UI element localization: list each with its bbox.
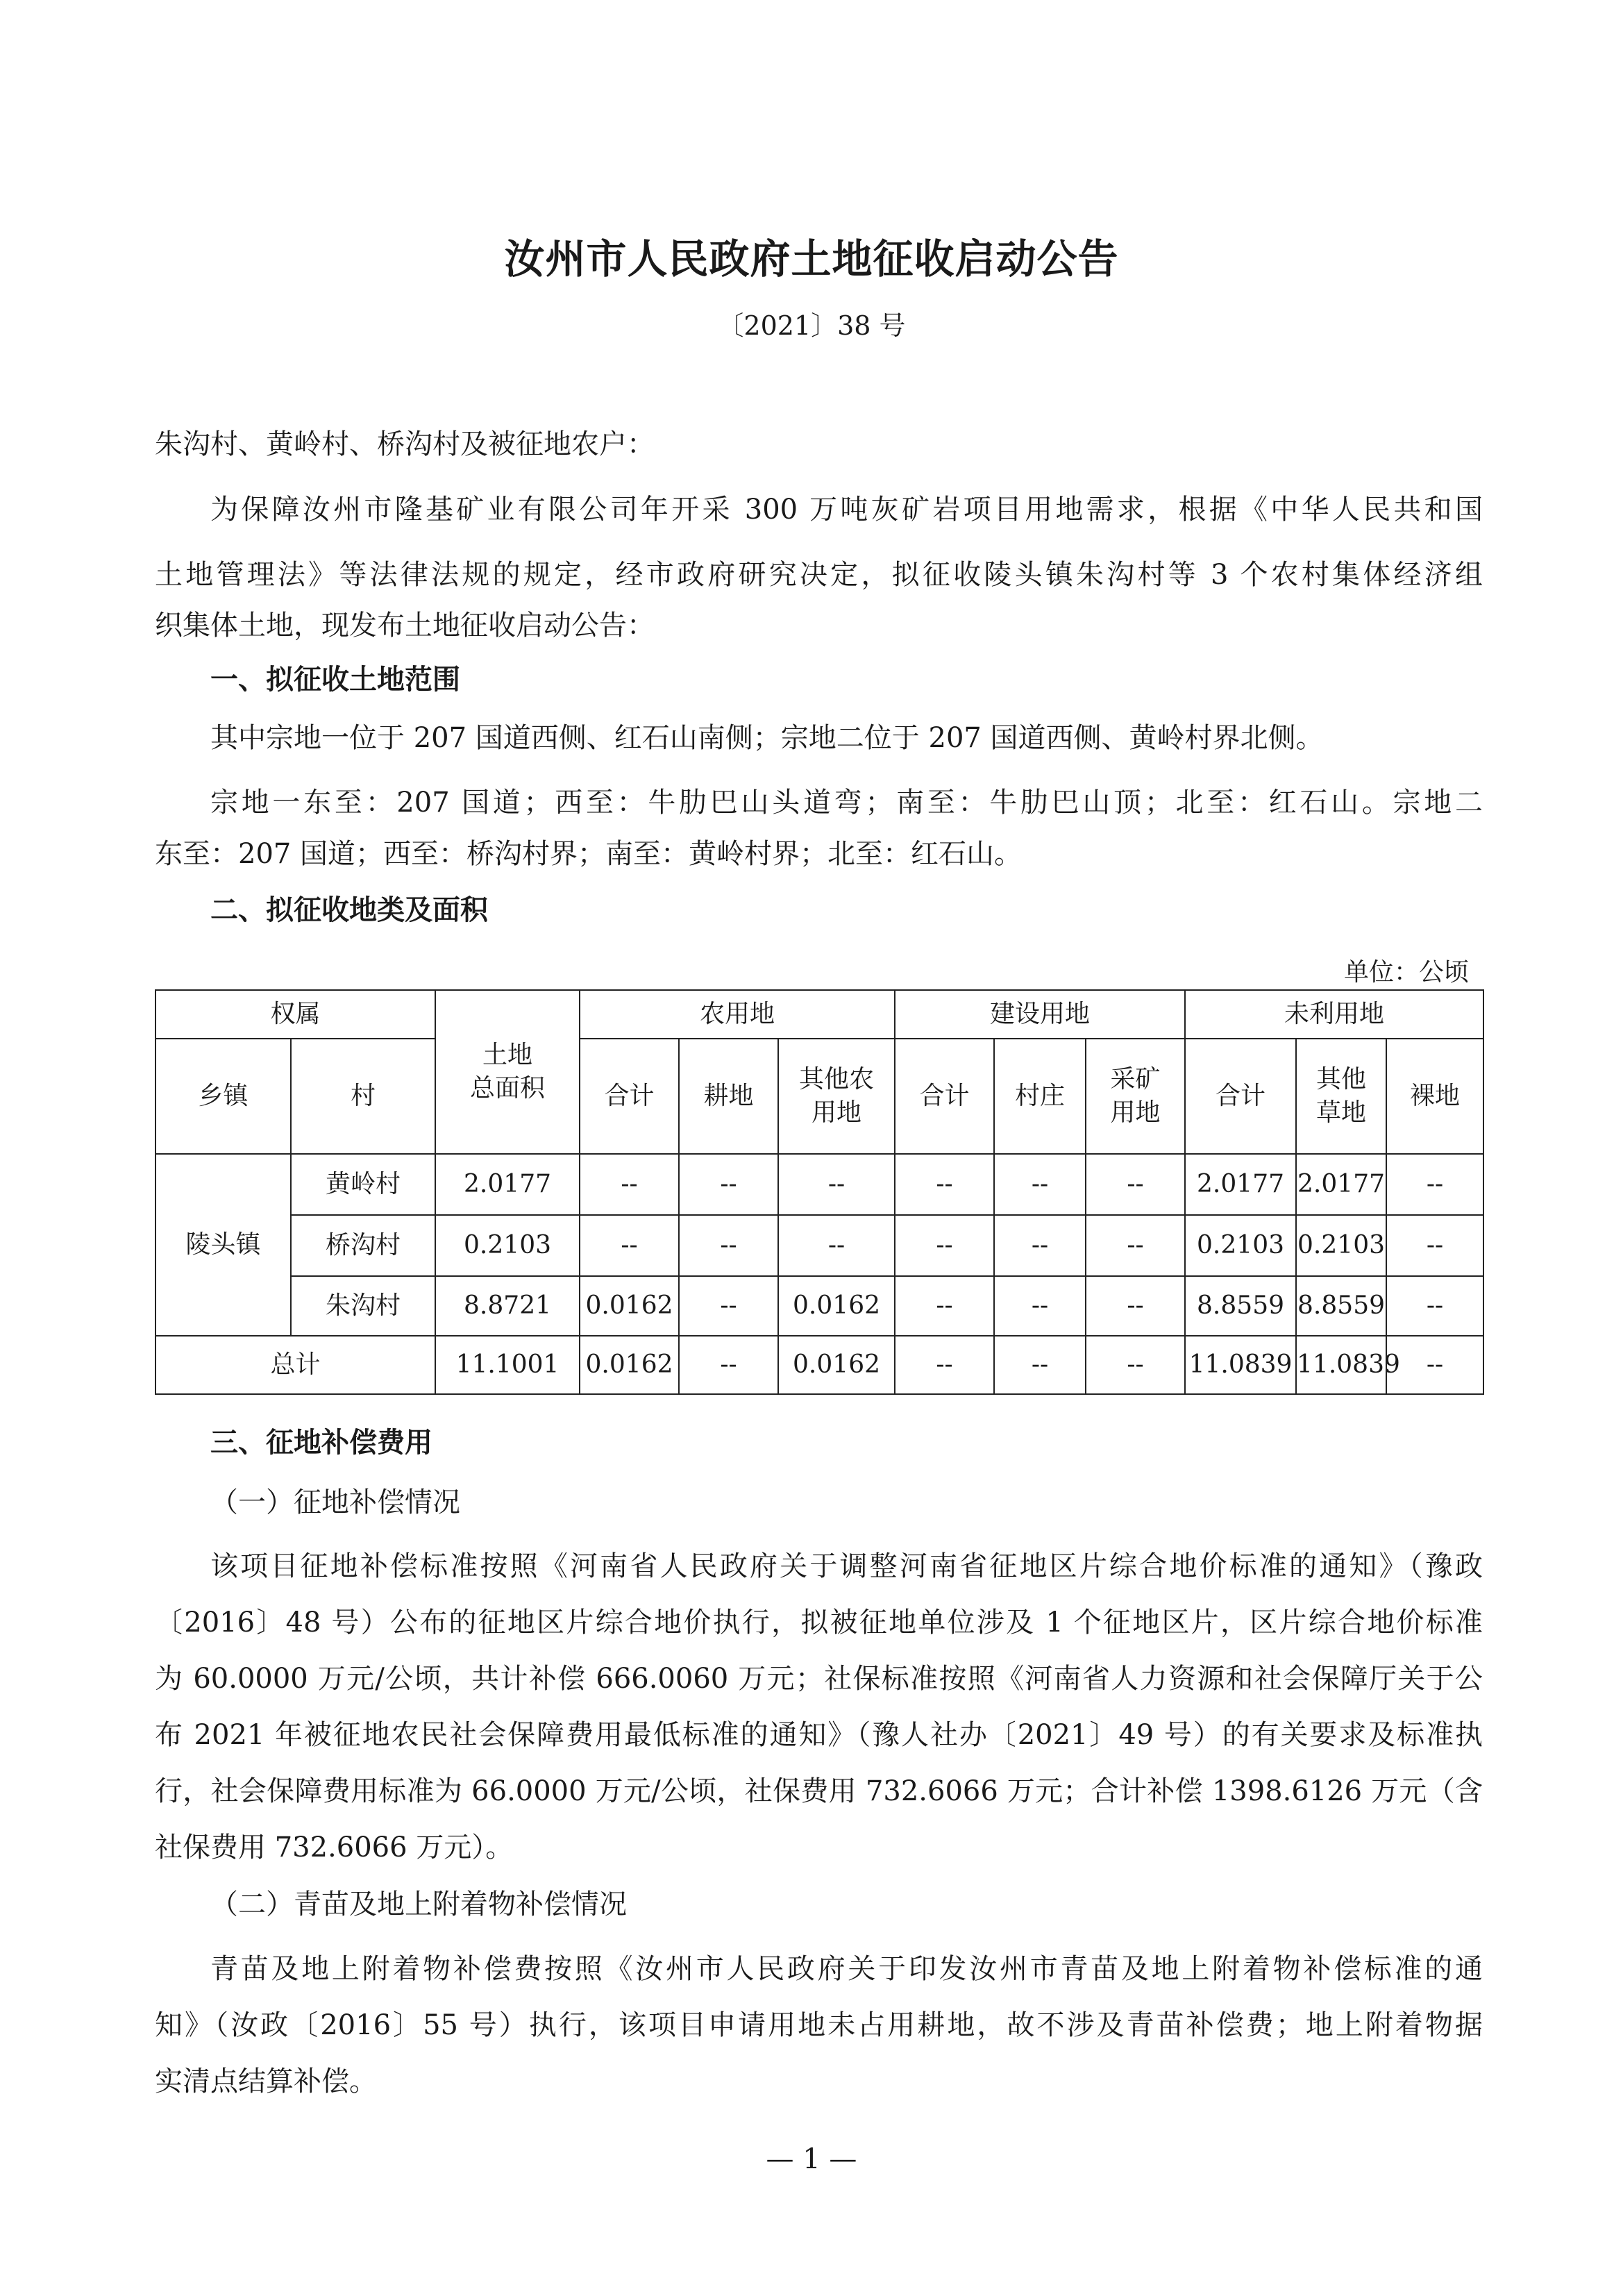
header-construction-land: 建设用地 — [895, 990, 1185, 1039]
header-other-grassland: 其他 草地 — [1296, 1039, 1386, 1154]
table-cell: -- — [895, 1154, 994, 1215]
table-cell: 11.0839 — [1185, 1336, 1296, 1394]
table-cell: 桥沟村 — [291, 1215, 435, 1276]
table-cell: 2.0177 — [1185, 1154, 1296, 1215]
unit-label: 单位：公顷 — [1343, 958, 1469, 987]
section-3-paragraph-1-line-4: 布 2021 年被征地农民社会保障费用最低标准的通知》（豫人社办〔2021〕49 号）的有关要求及标准执 — [155, 1719, 1483, 1751]
table-cell: -- — [1086, 1215, 1185, 1276]
section-1-paragraph-2-line-1: 宗地一东至：207 国道；西至：牛肋巴山头道弯；南至：牛肋巴山顶；北至：红石山。宗地二 — [210, 787, 1483, 819]
table-cell: -- — [994, 1154, 1086, 1215]
table-cell: -- — [778, 1154, 895, 1215]
header-town: 乡镇 — [155, 1039, 291, 1154]
header-village: 村 — [291, 1039, 435, 1154]
header-unused-subtotal: 合计 — [1185, 1039, 1296, 1154]
table-cell: -- — [1086, 1336, 1185, 1394]
table-cell: 8.8559 — [1296, 1276, 1386, 1336]
section-3-subheading-2: （二）青苗及地上附着物补偿情况 — [210, 1888, 627, 1920]
section-3-heading: 三、征地补偿费用 — [210, 1427, 432, 1459]
land-area-table — [155, 989, 1484, 1395]
section-3-paragraph-1-line-6: 社保费用 732.6066 万元）。 — [155, 1832, 514, 1863]
table-row — [155, 1215, 1483, 1276]
table-cell: -- — [778, 1215, 895, 1276]
header-farmland: 耕地 — [679, 1039, 778, 1154]
table-cell: -- — [1386, 1276, 1483, 1336]
intro-line-3: 织集体土地，现发布土地征收启动公告： — [155, 610, 655, 642]
table-cell: 8.8721 — [435, 1276, 580, 1336]
page-number: — 1 — — [766, 2143, 857, 2175]
table-cell: 朱沟村 — [291, 1276, 435, 1336]
header-mining: 采矿 用地 — [1086, 1039, 1185, 1154]
table-cell: -- — [1086, 1276, 1185, 1336]
header-unused-land: 未利用地 — [1185, 990, 1483, 1039]
table-total-row — [155, 1336, 1483, 1394]
table-cell: 11.0839 — [1296, 1336, 1386, 1394]
table-cell: -- — [994, 1336, 1086, 1394]
table-cell: 0.0162 — [778, 1276, 895, 1336]
header-bare-land: 裸地 — [1386, 1039, 1483, 1154]
table-cell: -- — [580, 1215, 679, 1276]
town-name: 陵头镇 — [155, 1154, 291, 1336]
section-1-heading: 一、拟征收土地范围 — [210, 664, 460, 696]
page-title: 汝州市人民政府土地征收启动公告 — [504, 235, 1119, 283]
section-3-paragraph-2-line-2: 知》（汝政〔2016〕55 号）执行，该项目申请用地未占用耕地，故不涉及青苗补偿费；地上附着物据 — [155, 2009, 1483, 2041]
section-1-paragraph-2-line-2: 东至：207 国道；西至：桥沟村界；南至：黄岭村界；北至：红石山。 — [155, 838, 1023, 870]
table-cell: -- — [679, 1154, 778, 1215]
header-total-area: 土地 总面积 — [435, 990, 580, 1154]
section-3-subheading-1: （一）征地补偿情况 — [210, 1486, 460, 1518]
table-cell: -- — [679, 1215, 778, 1276]
section-3-paragraph-1-line-3: 为 60.0000 万元/公顷，共计补偿 666.0060 万元；社保标准按照《河南省人力资源和社会保障厅关于公 — [155, 1663, 1483, 1695]
intro-line-1: 为保障汝州市隆基矿业有限公司年开采 300 万吨灰矿岩项目用地需求，根据《中华人民共和国 — [210, 494, 1483, 526]
table-cell: -- — [994, 1215, 1086, 1276]
header-construction-subtotal: 合计 — [895, 1039, 994, 1154]
addressee: 朱沟村、黄岭村、桥沟村及被征地农户： — [155, 428, 655, 460]
table-cell: -- — [895, 1276, 994, 1336]
section-3-paragraph-1-line-5: 行，社会保障费用标准为 66.0000 万元/公顷，社保费用 732.6066 万元；合计补偿 1398.6126 万元（含 — [155, 1775, 1483, 1807]
table-cell: -- — [580, 1154, 679, 1215]
table-cell: -- — [679, 1336, 778, 1394]
table-cell: 0.2103 — [1296, 1215, 1386, 1276]
section-3-paragraph-2-line-1: 青苗及地上附着物补偿费按照《汝州市人民政府关于印发汝州市青苗及地上附着物补偿标准的通 — [210, 1953, 1483, 1985]
table-cell: -- — [1386, 1336, 1483, 1394]
intro-line-2: 土地管理法》等法律法规的规定，经市政府研究决定，拟征收陵头镇朱沟村等 3 个农村集体经济组 — [155, 559, 1483, 591]
table-cell: 0.2103 — [435, 1215, 580, 1276]
document-number: 〔2021〕38 号 — [717, 310, 906, 341]
section-2-heading: 二、拟征收地类及面积 — [210, 894, 488, 926]
header-ownership: 权属 — [155, 990, 435, 1039]
table-cell: 8.8559 — [1185, 1276, 1296, 1336]
header-other-agri: 其他农 用地 — [778, 1039, 895, 1154]
section-3-paragraph-2-line-3: 实清点结算补偿。 — [155, 2065, 377, 2097]
table-cell: -- — [679, 1276, 778, 1336]
table-cell: -- — [1386, 1154, 1483, 1215]
header-agri-subtotal: 合计 — [580, 1039, 679, 1154]
table-cell: 0.0162 — [778, 1336, 895, 1394]
table-cell: -- — [994, 1276, 1086, 1336]
section-1-paragraph-1: 其中宗地一位于 207 国道西侧、红石山南侧；宗地二位于 207 国道西侧、黄岭村界北侧。 — [210, 722, 1324, 754]
table-cell: -- — [895, 1215, 994, 1276]
table-row — [155, 1276, 1483, 1336]
table-cell: 2.0177 — [1296, 1154, 1386, 1215]
table-cell: -- — [895, 1336, 994, 1394]
table-cell: -- — [1386, 1215, 1483, 1276]
header-village-land: 村庄 — [994, 1039, 1086, 1154]
table-row — [155, 1154, 1483, 1215]
table-cell: 0.0162 — [580, 1276, 679, 1336]
table-cell: -- — [1086, 1154, 1185, 1215]
table-cell: 11.1001 — [435, 1336, 580, 1394]
table-cell: 2.0177 — [435, 1154, 580, 1215]
header-agricultural-land: 农用地 — [580, 990, 895, 1039]
table-cell: 0.2103 — [1185, 1215, 1296, 1276]
section-3-paragraph-1-line-2: 〔2016〕48 号）公布的征地区片综合地价执行，拟被征地单位涉及 1 个征地区片，区片综合地价标准 — [155, 1607, 1483, 1639]
table-cell: 0.0162 — [580, 1336, 679, 1394]
section-3-paragraph-1-line-1: 该项目征地补偿标准按照《河南省人民政府关于调整河南省征地区片综合地价标准的通知》（豫政 — [210, 1550, 1483, 1582]
total-label: 总计 — [155, 1336, 435, 1394]
table-cell: 黄岭村 — [291, 1154, 435, 1215]
